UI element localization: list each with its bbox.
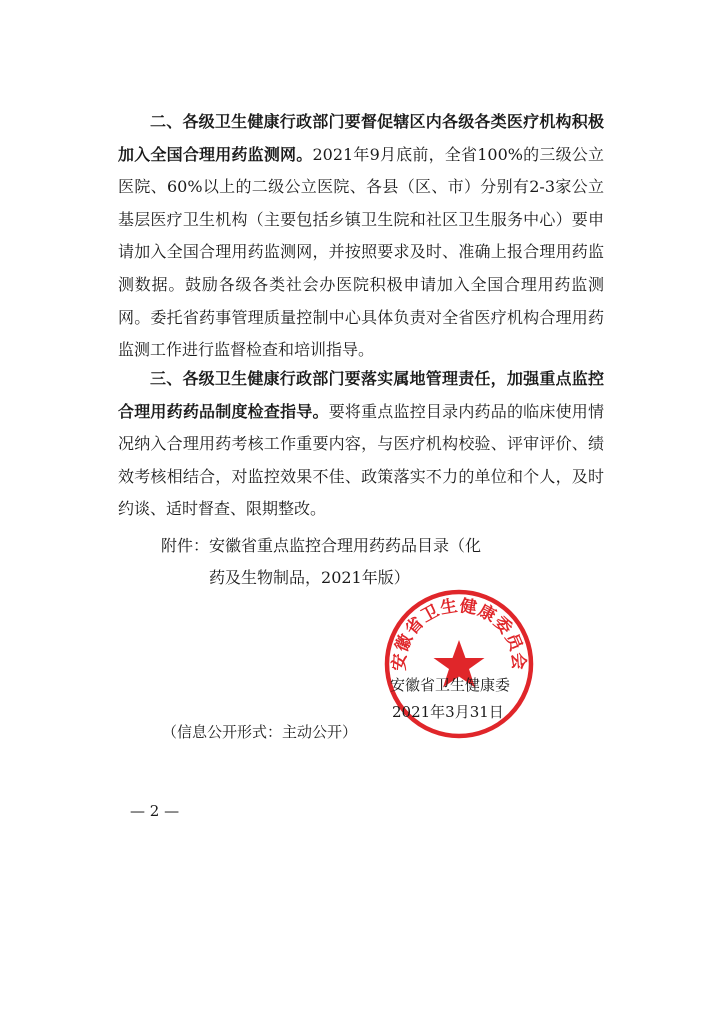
disclosure-note: （信息公开形式：主动公开）: [162, 723, 358, 741]
seal-text: 安徽省卫生健康委员会: [389, 596, 529, 672]
section-2-paragraph: [118, 106, 604, 367]
attachment-label: 附件：: [161, 536, 210, 555]
page-number: — 2 —: [130, 802, 180, 820]
issue-date: 2021年3月31日: [392, 703, 504, 721]
section-2-heading: 二、各级卫生健康行政部门要督促辖区内各级各类医疗机构积极加入全国合理用药监测网。: [118, 112, 604, 164]
signature-block: [390, 672, 510, 726]
attachment-note: [161, 530, 494, 594]
section-3-heading: 三、各级卫生健康行政部门要落实属地管理责任，加强重点监控合理用药药品制度检查指导。: [118, 369, 604, 421]
section-3-paragraph: [118, 363, 604, 526]
section-3-body: 要将重点监控目录内药品的临床使用情况纳入合理用药考核工作重要内容，与医疗机构校验、评审评价、绩效考核相结合，对监控效果不佳、政策落实不力的单位和个人，及时约谈、适时督查、限期整改。: [118, 401, 604, 519]
attachment-title: 安徽省重点监控合理用药药品目录（化药及生物制品，2021年版）: [209, 536, 482, 587]
issuing-organization: 安徽省卫生健康委: [390, 676, 511, 694]
section-2-body: 2021年9月底前，全省100%的三级公立医院、60%以上的二级公立医院、各县（区、市）分别有2-3家公立基层医疗卫生机构（主要包括乡镇卫生院和社区卫生服务中心）要申请加入全国合理用药监测网，并按照要求及时、准确上报合理用药监测数据。鼓励各级各类社会办医院积极申请加入全国合理用药监测网。委托省药事管理质量控制中心具体负责对全省医疗机构合理用药监测工作进行监督检查和培训指导。: [118, 144, 604, 360]
